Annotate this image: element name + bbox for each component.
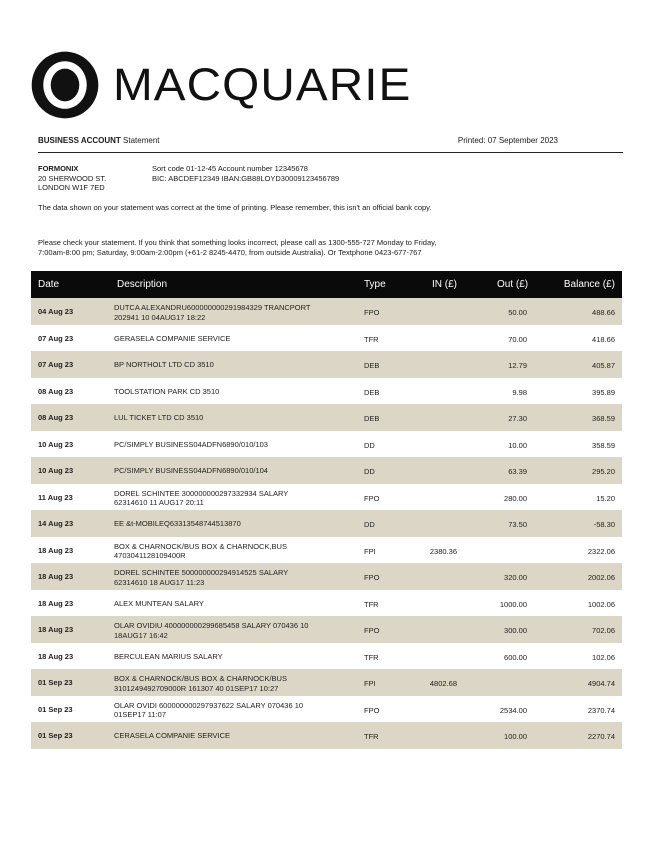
cell-type: TFR	[364, 599, 379, 609]
cell-out: 27.30	[508, 414, 527, 423]
table-row	[31, 325, 622, 352]
cell-balance: 15.20	[596, 493, 615, 503]
header-balance: Balance (£)	[563, 279, 615, 290]
cell-description	[114, 731, 359, 741]
address-line: LONDON W1F 7ED	[38, 183, 105, 193]
table-row	[31, 537, 622, 564]
printed-date: Printed: 07 September 2023	[457, 136, 558, 145]
cell-description	[114, 334, 359, 344]
header-type: Type	[364, 279, 386, 290]
cell-type: DD	[364, 520, 375, 529]
cell-date: 18 Aug 23	[38, 572, 74, 581]
cell-out: 63.39	[508, 467, 527, 476]
table-row	[31, 484, 622, 511]
cell-out: 2534.00	[499, 705, 527, 715]
cell-description	[114, 599, 359, 609]
cell-type: DD	[364, 440, 375, 450]
bic-iban: BIC: ABCDEF12349 IBAN:GB88LOYD30009123456789	[152, 173, 340, 183]
cell-type: TFR	[364, 652, 379, 662]
cell-balance: 295.20	[592, 467, 615, 476]
cell-balance: 102.06	[592, 652, 615, 662]
description-line: PC/SIMPLY BUSINESS04ADFN6890/010/104	[114, 466, 268, 475]
table-header	[31, 271, 622, 298]
table-row	[31, 510, 622, 537]
cell-type: FPI	[364, 546, 376, 556]
cell-description	[114, 489, 359, 508]
table-row	[31, 404, 622, 431]
description-line: PC/SIMPLY BUSINESS04ADFN6890/010/103	[114, 439, 268, 449]
cell-out: 1000.00	[499, 599, 527, 609]
cell-date: 14 Aug 23	[38, 519, 74, 528]
cell-balance: 488.66	[592, 308, 615, 317]
account-details	[152, 164, 339, 183]
description-line: 62314610 18 AUG17 11:23	[114, 577, 205, 587]
description-line: EE &t-MOBILEQ63313548744513870	[114, 519, 241, 528]
cell-date: 11 Aug 23	[38, 492, 73, 502]
cell-in: 4802.68	[429, 679, 457, 688]
cell-balance: 1002.06	[587, 599, 615, 609]
description-line: BOX & CHARNOCK/BUS BOX & CHARNOCK,BUS 4703041128109400R	[114, 541, 287, 561]
cell-date: 18 Aug 23	[38, 598, 74, 608]
cell-type: FPO	[364, 573, 380, 582]
accuracy-note: The data shown on your statement was correct at the time of printing. Please remember, this isn't an official bank copy.	[38, 203, 432, 212]
cell-date: 18 Aug 23	[38, 625, 74, 634]
description-line: GERASELA COMPANIE SERVICE	[114, 333, 231, 343]
cell-balance: 2370.74	[587, 705, 615, 715]
table-row	[31, 351, 622, 378]
cell-balance: 4904.74	[587, 679, 615, 688]
cell-date: 01 Sep 23	[38, 678, 73, 687]
cell-in: 2380.36	[429, 546, 457, 556]
description-line: LUL TICKET LTD CD 3510	[114, 413, 204, 422]
brand-logo	[31, 50, 412, 120]
description-line: BERCULEAN MARIUS SALARY	[114, 651, 223, 661]
cell-balance: 702.06	[592, 626, 615, 635]
cell-description	[114, 440, 359, 450]
cell-type: TFR	[364, 732, 379, 741]
description-line: 3101249492709000R 161307 40 01SEP17 10:27	[114, 683, 279, 693]
cell-out: 10.00	[508, 440, 527, 450]
cell-out: 100.00	[504, 732, 527, 741]
table-row	[31, 457, 622, 484]
description-line: 62314610 11 AUG17 20:11	[114, 498, 204, 508]
description-line: 18AUG17 16:42	[114, 630, 168, 640]
cell-date: 07 Aug 23	[38, 360, 74, 369]
cell-description	[114, 413, 359, 423]
cell-out: 280.00	[504, 493, 527, 503]
cell-type: DEB	[364, 387, 380, 397]
macquarie-logo-icon	[31, 51, 99, 119]
cell-balance: 395.89	[592, 387, 615, 397]
cell-type: DEB	[364, 361, 380, 370]
table-body	[31, 298, 622, 749]
header-date: Date	[38, 279, 60, 290]
cell-balance: 2270.74	[587, 732, 615, 741]
description-line: OLAR OVIDIU 400000000299685458 SALARY 070436 10	[114, 621, 309, 630]
cell-description	[114, 621, 359, 640]
cell-description	[114, 387, 359, 397]
customer-name: FORMONIX	[38, 164, 79, 173]
cell-type: TFR	[364, 334, 379, 344]
cell-balance: 418.66	[592, 334, 615, 344]
cell-balance: 2322.06	[587, 546, 615, 556]
cell-balance: 2002.06	[587, 573, 615, 582]
cell-out: 70.00	[508, 334, 527, 344]
table-row	[31, 378, 622, 405]
description-line: DOREL SCHINTEE 500000000294914525 SALARY	[114, 568, 289, 577]
cell-out: 320.00	[504, 573, 527, 582]
sort-code-account-number: Sort code 01-12-45 Account number 12345678	[152, 164, 308, 173]
table-row	[31, 643, 622, 670]
description-line: BOX & CHARNOCK/BUS BOX & CHARNOCK/BUS	[114, 674, 287, 683]
cell-type: DEB	[364, 414, 380, 423]
table-row	[31, 616, 622, 643]
cell-balance: -58.30	[593, 520, 615, 529]
description-line: BP NORTHOLT LTD CD 3510	[114, 360, 214, 369]
address-line: 20 SHERWOOD ST.	[38, 173, 107, 183]
cell-out: 50.00	[508, 308, 527, 317]
cell-date: 01 Sep 23	[38, 704, 73, 714]
description-line: DOREL SCHINTEE 300000000297332934 SALARY	[114, 488, 289, 498]
statement-header	[38, 136, 623, 153]
cell-type: FPO	[364, 626, 380, 635]
transactions-table	[31, 271, 622, 749]
contact-note: Please check your statement. If you think that something looks incorrect, please call as 1300-555-727 Monday to Friday, 7:00am-8:00 pm; Saturday, 9:00am-2:00pm (+61-2 8245-4470, from outside Australia). Or Textphone 0423-677-767	[38, 238, 437, 257]
table-row	[31, 590, 622, 617]
statement-title: BUSINESS ACCOUNT Statement	[38, 136, 160, 145]
table-row	[31, 722, 622, 749]
brand-name: MACQUARIE	[113, 59, 412, 110]
description-line: 202941 10 04AUG17 18:22	[114, 312, 206, 322]
cell-date: 08 Aug 23	[38, 413, 74, 422]
cell-out: 300.00	[504, 626, 527, 635]
description-line: OLAR OVIDI 600000000297937622 SALARY 070436 10	[114, 700, 304, 710]
header-in: IN (£)	[432, 279, 457, 290]
cell-date: 04 Aug 23	[38, 307, 74, 316]
cell-description	[114, 568, 359, 587]
description-line: ALEX MUNTEAN SALARY	[114, 598, 204, 608]
cell-description	[114, 674, 359, 693]
cell-out: 9.98	[512, 387, 527, 397]
table-row	[31, 696, 622, 723]
customer-address	[38, 164, 106, 193]
table-row	[31, 563, 622, 590]
cell-description	[114, 652, 359, 662]
cell-balance: 358.59	[592, 440, 615, 450]
cell-description	[114, 701, 359, 720]
description-line: 01SEP17 11:07	[114, 710, 166, 720]
cell-type: DD	[364, 467, 375, 476]
cell-description	[114, 360, 359, 370]
header-out: Out (£)	[497, 279, 529, 290]
cell-out: 73.50	[508, 520, 527, 529]
cell-type: FPO	[364, 493, 380, 503]
cell-date: 08 Aug 23	[38, 386, 74, 396]
cell-out: 12.79	[508, 361, 527, 370]
cell-balance: 368.59	[592, 414, 615, 423]
cell-date: 07 Aug 23	[38, 333, 74, 343]
description-line: TOOLSTATION PARK CD 3510	[114, 386, 220, 396]
cell-out: 600.00	[504, 652, 527, 662]
cell-date: 10 Aug 23	[38, 439, 74, 449]
description-line: DUTCA ALEXANDRU600000000291984329 TRANCPORT	[114, 303, 311, 312]
cell-date: 18 Aug 23	[38, 651, 74, 661]
table-row	[31, 669, 622, 696]
cell-description	[114, 466, 359, 476]
cell-description	[114, 519, 359, 529]
cell-date: 10 Aug 23	[38, 466, 74, 475]
cell-description	[114, 303, 359, 322]
cell-type: FPI	[364, 679, 376, 688]
description-line: CERASELA COMPANIE SERVICE	[114, 731, 231, 740]
table-row	[31, 298, 622, 325]
header-description: Description	[117, 279, 168, 290]
cell-date: 18 Aug 23	[38, 545, 74, 555]
cell-type: FPO	[364, 705, 380, 715]
table-row	[31, 431, 622, 458]
cell-type: FPO	[364, 308, 380, 317]
cell-date: 01 Sep 23	[38, 731, 73, 740]
cell-balance: 405.87	[592, 361, 615, 370]
